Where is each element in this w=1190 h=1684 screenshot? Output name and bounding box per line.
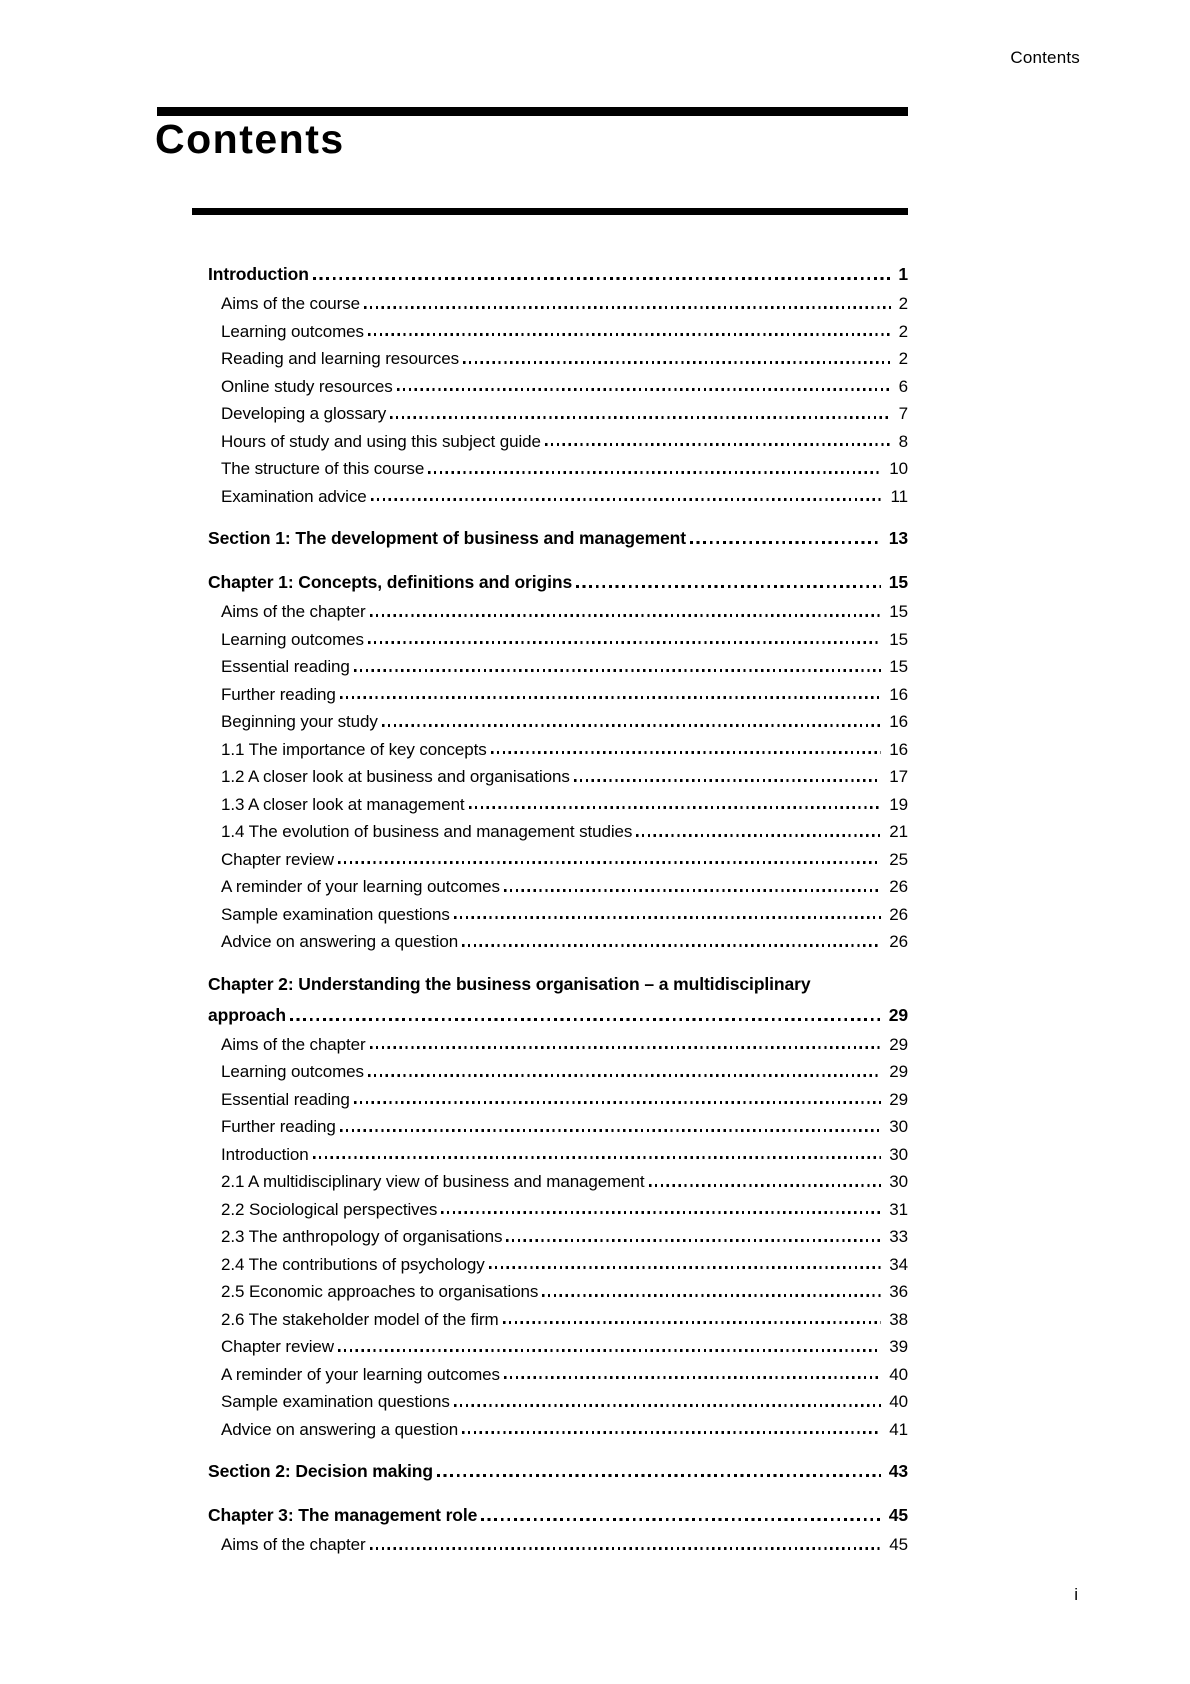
dot-leader bbox=[393, 373, 894, 401]
toc-entry-label: Chapter review bbox=[221, 1337, 334, 1356]
toc-entry bbox=[208, 763, 908, 791]
toc-entry-page: 2 bbox=[898, 321, 908, 341]
toc-entry bbox=[208, 1113, 908, 1141]
toc-entry-label: Examination advice bbox=[221, 486, 367, 506]
toc-entry-label: Chapter 3: The management role bbox=[208, 1505, 478, 1525]
dot-leader bbox=[364, 626, 884, 654]
toc-entry-label: Section 1: The development of business and management bbox=[208, 528, 686, 548]
toc-entry bbox=[208, 1500, 908, 1531]
page-number: i bbox=[1074, 1585, 1078, 1604]
table-of-contents bbox=[208, 246, 908, 1559]
toc-entry bbox=[208, 290, 908, 318]
dot-leader bbox=[437, 1196, 884, 1224]
dot-leader bbox=[366, 598, 885, 626]
toc-entry-page: 16 bbox=[889, 712, 908, 731]
toc-entry-label: Aims of the chapter bbox=[221, 1034, 366, 1054]
toc-entry-page: 26 bbox=[889, 877, 908, 896]
toc-entry bbox=[208, 1456, 908, 1487]
dot-leader bbox=[309, 259, 893, 290]
toc-entry-label: Aims of the chapter bbox=[221, 1535, 366, 1554]
toc-entry-label: Chapter review bbox=[221, 849, 334, 869]
toc-entry-page: 33 bbox=[889, 1227, 908, 1246]
toc-entry-page: 11 bbox=[890, 486, 908, 506]
toc-entry-label: Further reading bbox=[221, 1117, 336, 1136]
dot-leader bbox=[541, 428, 894, 456]
toc-entry-label: Online study resources bbox=[221, 376, 393, 396]
toc-entry-page: 36 bbox=[889, 1282, 908, 1301]
toc-entry-label: 1.3 A closer look at management bbox=[221, 794, 465, 814]
running-header: Contents bbox=[1010, 48, 1080, 67]
toc-entry bbox=[208, 1168, 908, 1196]
toc-entry-label: Essential reading bbox=[221, 1089, 350, 1109]
toc-entry bbox=[208, 1531, 908, 1559]
toc-entry-label: 1.1 The importance of key concepts bbox=[221, 739, 487, 759]
toc-entry-label: Beginning your study bbox=[221, 712, 378, 731]
dot-leader bbox=[336, 1113, 885, 1141]
toc-entry bbox=[208, 455, 908, 483]
toc-entry bbox=[208, 791, 908, 819]
toc-entry bbox=[208, 567, 908, 598]
dot-leader bbox=[378, 708, 885, 736]
dot-leader bbox=[424, 455, 884, 483]
dot-leader bbox=[450, 901, 885, 929]
dot-leader bbox=[499, 1306, 885, 1334]
toc-entry bbox=[208, 653, 908, 681]
toc-entry-label: A reminder of your learning outcomes bbox=[221, 1364, 500, 1384]
dot-leader bbox=[309, 1141, 885, 1169]
toc-entry-page: 16 bbox=[889, 739, 908, 759]
toc-entry-label: Section 2: Decision making bbox=[208, 1461, 433, 1481]
toc-entry-label: Introduction bbox=[221, 1144, 309, 1164]
toc-entry-page: 34 bbox=[889, 1254, 908, 1274]
toc-entry-page: 15 bbox=[889, 657, 908, 676]
dot-leader bbox=[686, 523, 884, 554]
toc-entry-label: approach bbox=[208, 1004, 286, 1025]
toc-entry bbox=[208, 428, 908, 456]
toc-entry-page: 17 bbox=[889, 767, 908, 786]
toc-entry-page: 21 bbox=[889, 822, 908, 841]
toc-entry-label: Further reading bbox=[221, 684, 336, 704]
dot-leader bbox=[366, 1531, 885, 1559]
dot-leader bbox=[485, 1251, 885, 1279]
toc-entry-page: 43 bbox=[888, 1461, 908, 1481]
toc-entry bbox=[208, 626, 908, 654]
toc-entry-label: 2.3 The anthropology of organisations bbox=[221, 1227, 503, 1246]
dot-leader bbox=[645, 1168, 885, 1196]
toc-entry-label: Sample examination questions bbox=[221, 904, 450, 924]
toc-entry-page: 45 bbox=[888, 1505, 908, 1525]
dot-leader bbox=[538, 1278, 884, 1306]
toc-entry bbox=[208, 846, 908, 874]
toc-entry-label: Chapter 1: Concepts, definitions and origins bbox=[208, 572, 573, 592]
dot-leader bbox=[487, 736, 885, 764]
toc-entry bbox=[208, 1031, 908, 1059]
toc-entry-page: 15 bbox=[889, 602, 908, 621]
dot-leader bbox=[632, 818, 884, 846]
toc-entry-label: 1.4 The evolution of business and management studies bbox=[221, 822, 633, 841]
toc-entry-page: 30 bbox=[889, 1172, 908, 1191]
toc-entry bbox=[208, 345, 908, 373]
dot-leader bbox=[336, 681, 885, 709]
toc-entry bbox=[208, 1333, 908, 1361]
toc-entry-label: Learning outcomes bbox=[221, 1062, 364, 1081]
toc-entry-label: 2.2 Sociological perspectives bbox=[221, 1199, 438, 1219]
toc-entry bbox=[208, 1278, 908, 1306]
toc-entry-page: 45 bbox=[889, 1535, 908, 1554]
toc-entry-page: 26 bbox=[889, 904, 908, 924]
toc-entry-page: 29 bbox=[889, 1034, 908, 1054]
toc-entry-label: 2.1 A multidisciplinary view of business and management bbox=[221, 1172, 645, 1191]
toc-entry bbox=[208, 708, 908, 736]
top-rule bbox=[157, 107, 908, 116]
toc-entry-label: Hours of study and using this subject guide bbox=[221, 431, 541, 451]
toc-entry-label: Developing a glossary bbox=[221, 404, 387, 423]
toc-entry-page: 16 bbox=[889, 684, 908, 704]
toc-entry bbox=[208, 1086, 908, 1114]
dot-leader bbox=[360, 290, 894, 318]
dot-leader bbox=[286, 1000, 884, 1031]
toc-entry-page: 31 bbox=[889, 1199, 908, 1219]
toc-entry bbox=[208, 1141, 908, 1169]
toc-entry-page: 25 bbox=[889, 849, 908, 869]
toc-entry-label: 1.2 A closer look at business and organisations bbox=[221, 767, 570, 786]
toc-entry bbox=[208, 969, 908, 1031]
toc-entry bbox=[208, 1058, 908, 1086]
dot-leader bbox=[334, 846, 884, 874]
dot-leader bbox=[367, 483, 886, 511]
toc-entry bbox=[208, 1251, 908, 1279]
toc-entry-label: 2.5 Economic approaches to organisations bbox=[221, 1282, 539, 1301]
toc-entry-page: 26 bbox=[889, 932, 908, 951]
dot-leader bbox=[386, 400, 893, 428]
toc-entry-page: 19 bbox=[889, 794, 908, 814]
toc-entry-label: The structure of this course bbox=[221, 459, 425, 478]
toc-entry-label: Introduction bbox=[208, 264, 309, 284]
toc-entry bbox=[208, 901, 908, 929]
dot-leader bbox=[364, 318, 894, 346]
dot-leader bbox=[570, 763, 885, 791]
toc-entry-page: 13 bbox=[888, 528, 908, 548]
toc-entry-page: 41 bbox=[889, 1419, 908, 1439]
toc-entry-page: 10 bbox=[889, 459, 908, 478]
toc-entry bbox=[208, 1388, 908, 1416]
dot-leader bbox=[350, 1086, 885, 1114]
title-rule bbox=[192, 208, 908, 215]
toc-entry-page: 8 bbox=[898, 431, 908, 451]
dot-leader bbox=[500, 873, 884, 901]
dot-leader bbox=[465, 791, 885, 819]
toc-entry-label-line2 bbox=[208, 1000, 908, 1031]
toc-entry bbox=[208, 1196, 908, 1224]
toc-entry-page: 2 bbox=[898, 349, 908, 368]
toc-entry-page: 1 bbox=[898, 264, 908, 284]
toc-entry bbox=[208, 1306, 908, 1334]
toc-entry-label: Aims of the chapter bbox=[221, 602, 366, 621]
toc-entry-page: 38 bbox=[889, 1309, 908, 1329]
toc-entry-label: Learning outcomes bbox=[221, 321, 364, 341]
dot-leader bbox=[450, 1388, 885, 1416]
toc-entry-page: 29 bbox=[889, 1062, 908, 1081]
toc-entry bbox=[208, 373, 908, 401]
toc-entry-page: 6 bbox=[898, 376, 908, 396]
toc-entry-label: Advice on answering a question bbox=[221, 1419, 459, 1439]
dot-leader bbox=[572, 567, 884, 598]
toc-entry-page: 29 bbox=[889, 1089, 908, 1109]
page-title: Contents bbox=[155, 116, 345, 162]
toc-entry-label: Learning outcomes bbox=[221, 629, 364, 649]
dot-leader bbox=[334, 1333, 884, 1361]
toc-entry-page: 30 bbox=[889, 1117, 908, 1136]
toc-entry-label: Essential reading bbox=[221, 657, 350, 676]
toc-entry bbox=[208, 523, 908, 554]
dot-leader bbox=[366, 1031, 885, 1059]
toc-entry-page: 39 bbox=[889, 1337, 908, 1356]
dot-leader bbox=[502, 1223, 884, 1251]
dot-leader bbox=[364, 1058, 884, 1086]
toc-entry-page: 40 bbox=[889, 1364, 908, 1384]
toc-entry bbox=[208, 736, 908, 764]
toc-entry-label: A reminder of your learning outcomes bbox=[221, 877, 500, 896]
toc-entry bbox=[208, 873, 908, 901]
toc-entry-label: Aims of the course bbox=[221, 294, 360, 313]
dot-leader bbox=[500, 1361, 884, 1389]
toc-entry-page: 15 bbox=[888, 572, 908, 592]
toc-entry bbox=[208, 1361, 908, 1389]
toc-entry-page: 40 bbox=[889, 1392, 908, 1411]
toc-entry-label-line1: Chapter 2: Understanding the business organisation – a multidisciplinary bbox=[208, 973, 811, 994]
toc-entry bbox=[208, 318, 908, 346]
toc-entry bbox=[208, 681, 908, 709]
toc-entry bbox=[208, 483, 908, 511]
toc-entry bbox=[208, 818, 908, 846]
toc-entry bbox=[208, 1416, 908, 1444]
toc-entry bbox=[208, 598, 908, 626]
toc-entry bbox=[208, 259, 908, 290]
toc-entry bbox=[208, 1223, 908, 1251]
toc-entry-page: 29 bbox=[888, 1004, 908, 1025]
toc-entry-label: Reading and learning resources bbox=[221, 349, 459, 368]
toc-entry-label: Sample examination questions bbox=[221, 1392, 450, 1411]
toc-entry-page: 2 bbox=[898, 294, 908, 313]
toc-entry-label: Advice on answering a question bbox=[221, 932, 459, 951]
dot-leader bbox=[477, 1500, 883, 1531]
dot-leader bbox=[433, 1456, 884, 1487]
dot-leader bbox=[458, 1416, 884, 1444]
toc-entry bbox=[208, 400, 908, 428]
toc-entry bbox=[208, 928, 908, 956]
dot-leader bbox=[350, 653, 885, 681]
toc-entry-page: 7 bbox=[898, 404, 908, 423]
toc-entry-page: 30 bbox=[889, 1144, 908, 1164]
toc-entry-label: 2.6 The stakeholder model of the firm bbox=[221, 1309, 499, 1329]
dot-leader bbox=[459, 345, 894, 373]
toc-entry-page: 15 bbox=[889, 629, 908, 649]
toc-entry-label: 2.4 The contributions of psychology bbox=[221, 1254, 485, 1274]
dot-leader bbox=[458, 928, 884, 956]
